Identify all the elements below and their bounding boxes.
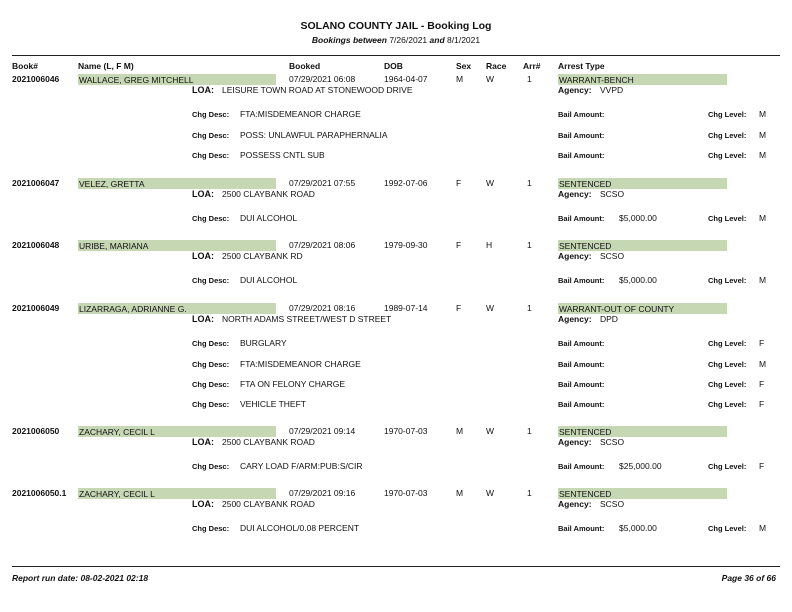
loa-label: LOA: bbox=[192, 437, 214, 447]
charge-description: POSSESS CNTL SUB bbox=[240, 150, 325, 160]
arrest-type: WARRANT-OUT OF COUNTY bbox=[558, 303, 727, 314]
arrest-number: 1 bbox=[527, 178, 532, 188]
agency-label: Agency: bbox=[558, 499, 592, 509]
charge-desc-label: Chg Desc: bbox=[192, 110, 230, 119]
charge-level-label: Chg Level: bbox=[708, 400, 747, 409]
booked-datetime: 07/29/2021 09:16 bbox=[289, 488, 356, 498]
loa-label: LOA: bbox=[192, 314, 214, 324]
booked-datetime: 07/29/2021 08:06 bbox=[289, 240, 356, 250]
charge-desc-label: Chg Desc: bbox=[192, 360, 230, 369]
charge-row bbox=[0, 150, 792, 162]
arrest-number: 1 bbox=[527, 488, 532, 498]
charge-description: FTA:MISDEMEANOR CHARGE bbox=[240, 359, 361, 369]
charge-level: F bbox=[759, 338, 765, 348]
charge-level-label: Chg Level: bbox=[708, 339, 747, 348]
bail-amount: $5,000.00 bbox=[619, 213, 657, 223]
col-header-booked: Booked bbox=[289, 61, 321, 71]
inmate-name: ZACHARY, CECIL L bbox=[78, 426, 276, 437]
inmate-name: ZACHARY, CECIL L bbox=[78, 488, 276, 499]
booked-datetime: 07/29/2021 06:08 bbox=[289, 74, 356, 84]
booked-datetime: 07/29/2021 08:16 bbox=[289, 303, 356, 313]
date-of-birth: 1992-07-06 bbox=[384, 178, 428, 188]
booking-record bbox=[0, 303, 792, 409]
bail-amount-label: Bail Amount: bbox=[558, 131, 605, 140]
charge-desc-label: Chg Desc: bbox=[192, 214, 230, 223]
charge-description: POSS: UNLAWFUL PARAPHERNALIA bbox=[240, 130, 388, 140]
inmate-name: WALLACE, GREG MITCHELL bbox=[78, 74, 276, 85]
agency: VVPD bbox=[600, 85, 624, 95]
charge-level: F bbox=[759, 379, 765, 389]
booking-record bbox=[0, 74, 792, 160]
charge-row bbox=[0, 338, 792, 350]
charge-desc-label: Chg Desc: bbox=[192, 339, 230, 348]
arrest-number: 1 bbox=[527, 303, 532, 313]
location-of-arrest: LEISURE TOWN ROAD AT STONEWOOD DRIVE bbox=[222, 85, 413, 95]
bail-amount-label: Bail Amount: bbox=[558, 360, 605, 369]
col-header-name: Name (L, F M) bbox=[78, 61, 134, 71]
date-of-birth: 1964-04-07 bbox=[384, 74, 428, 84]
charge-level: M bbox=[759, 150, 767, 160]
book-number: 2021006050 bbox=[12, 426, 60, 436]
arrest-number: 1 bbox=[527, 426, 532, 436]
sex: M bbox=[456, 488, 464, 498]
charge-row bbox=[0, 275, 792, 287]
charge-row bbox=[0, 399, 792, 411]
sex: M bbox=[456, 426, 464, 436]
location-of-arrest: 2500 CLAYBANK RD bbox=[222, 251, 303, 261]
booking-record bbox=[0, 426, 792, 486]
charge-desc-label: Chg Desc: bbox=[192, 524, 230, 533]
date-of-birth: 1970-07-03 bbox=[384, 426, 428, 436]
booked-datetime: 07/29/2021 09:14 bbox=[289, 426, 356, 436]
race: W bbox=[486, 74, 495, 84]
book-number: 2021006050.1 bbox=[12, 488, 67, 498]
charge-desc-label: Chg Desc: bbox=[192, 462, 230, 471]
date-of-birth: 1970-07-03 bbox=[384, 488, 428, 498]
bail-amount-label: Bail Amount: bbox=[558, 400, 605, 409]
agency: SCSO bbox=[600, 437, 625, 447]
location-of-arrest: 2500 CLAYBANK ROAD bbox=[222, 189, 315, 199]
bail-amount: $5,000.00 bbox=[619, 523, 657, 533]
charge-desc-label: Chg Desc: bbox=[192, 400, 230, 409]
charge-level-label: Chg Level: bbox=[708, 524, 747, 533]
race: W bbox=[486, 303, 495, 313]
bail-amount-label: Bail Amount: bbox=[558, 151, 605, 160]
booked-datetime: 07/29/2021 07:55 bbox=[289, 178, 356, 188]
charge-description: VEHICLE THEFT bbox=[240, 399, 306, 409]
book-number: 2021006046 bbox=[12, 74, 60, 84]
arrest-type: SENTENCED bbox=[558, 426, 727, 437]
charge-level: M bbox=[759, 109, 767, 119]
bail-amount-label: Bail Amount: bbox=[558, 214, 605, 223]
charge-row bbox=[0, 213, 792, 225]
charge-desc-label: Chg Desc: bbox=[192, 380, 230, 389]
agency: DPD bbox=[600, 314, 618, 324]
arrest-type: SENTENCED bbox=[558, 178, 727, 189]
charge-description: DUI ALCOHOL bbox=[240, 275, 298, 285]
arrest-type: SENTENCED bbox=[558, 488, 727, 499]
agency-label: Agency: bbox=[558, 85, 592, 95]
inmate-name: VELEZ, GRETTA bbox=[78, 178, 276, 189]
loa-label: LOA: bbox=[192, 189, 214, 199]
col-header-race: Race bbox=[486, 61, 507, 71]
charge-level-label: Chg Level: bbox=[708, 380, 747, 389]
charge-level: F bbox=[759, 461, 765, 471]
agency-label: Agency: bbox=[558, 251, 592, 261]
location-of-arrest: 2500 CLAYBANK ROAD bbox=[222, 437, 315, 447]
charge-row bbox=[0, 461, 792, 473]
charge-level: M bbox=[759, 523, 767, 533]
agency: SCSO bbox=[600, 189, 625, 199]
charge-desc-label: Chg Desc: bbox=[192, 131, 230, 140]
charge-description: BURGLARY bbox=[240, 338, 287, 348]
report-subtitle bbox=[0, 35, 792, 45]
date-of-birth: 1979-09-30 bbox=[384, 240, 428, 250]
arrest-type: WARRANT-BENCH bbox=[558, 74, 727, 85]
charge-description: DUI ALCOHOL/0.08 PERCENT bbox=[240, 523, 360, 533]
sex: F bbox=[456, 178, 462, 188]
charge-description: FTA:MISDEMEANOR CHARGE bbox=[240, 109, 361, 119]
booking-record bbox=[0, 240, 792, 300]
inmate-name: LIZARRAGA, ADRIANNE G. bbox=[78, 303, 276, 314]
charge-level: M bbox=[759, 275, 767, 285]
col-header-arrest: Arrest Type bbox=[558, 61, 605, 71]
charge-level-label: Chg Level: bbox=[708, 151, 747, 160]
race: W bbox=[486, 178, 495, 188]
race: H bbox=[486, 240, 493, 250]
end-date: 8/1/2021 bbox=[447, 35, 481, 45]
bail-amount-label: Bail Amount: bbox=[558, 110, 605, 119]
bail-amount-label: Bail Amount: bbox=[558, 524, 605, 533]
race: W bbox=[486, 488, 495, 498]
arrest-number: 1 bbox=[527, 74, 532, 84]
charge-level-label: Chg Level: bbox=[708, 131, 747, 140]
report-run-date: Report run date: 08-02-2021 02:18 bbox=[12, 573, 149, 583]
loa-label: LOA: bbox=[192, 85, 214, 95]
bail-amount: $25,000.00 bbox=[619, 461, 662, 471]
charge-description: FTA ON FELONY CHARGE bbox=[240, 379, 346, 389]
booking-record bbox=[0, 178, 792, 238]
col-header-sex: Sex bbox=[456, 61, 472, 71]
sex: M bbox=[456, 74, 464, 84]
bail-amount-label: Bail Amount: bbox=[558, 276, 605, 285]
arrest-number: 1 bbox=[527, 240, 532, 250]
charge-level: M bbox=[759, 213, 767, 223]
bail-amount-label: Bail Amount: bbox=[558, 380, 605, 389]
agency-label: Agency: bbox=[558, 437, 592, 447]
charge-row bbox=[0, 379, 792, 391]
sex: F bbox=[456, 303, 462, 313]
arrest-type: SENTENCED bbox=[558, 240, 727, 251]
report-title: SOLANO COUNTY JAIL - Booking Log bbox=[300, 20, 492, 32]
bail-amount: $5,000.00 bbox=[619, 275, 657, 285]
col-header-dob: DOB bbox=[384, 61, 403, 71]
bail-amount-label: Bail Amount: bbox=[558, 339, 605, 348]
booking-record bbox=[0, 488, 792, 548]
col-header-book: Book# bbox=[12, 61, 38, 71]
loa-label: LOA: bbox=[192, 499, 214, 509]
location-of-arrest: 2500 CLAYBANK ROAD bbox=[222, 499, 315, 509]
book-number: 2021006047 bbox=[12, 178, 60, 188]
charge-level-label: Chg Level: bbox=[708, 462, 747, 471]
inmate-name: URIBE, MARIANA bbox=[78, 240, 276, 251]
charge-desc-label: Chg Desc: bbox=[192, 276, 230, 285]
charge-level: F bbox=[759, 399, 765, 409]
agency-label: Agency: bbox=[558, 314, 592, 324]
date-of-birth: 1989-07-14 bbox=[384, 303, 428, 313]
charge-row bbox=[0, 109, 792, 121]
charge-row bbox=[0, 130, 792, 142]
agency: SCSO bbox=[600, 251, 625, 261]
charge-description: DUI ALCOHOL bbox=[240, 213, 298, 223]
subtitle-conj: and bbox=[429, 35, 445, 45]
charge-description: CARY LOAD F/ARM:PUB:S/CIR bbox=[240, 461, 363, 471]
sex: F bbox=[456, 240, 462, 250]
location-of-arrest: NORTH ADAMS STREET/WEST D STREET bbox=[222, 314, 392, 324]
header-rule bbox=[12, 55, 780, 56]
charge-level-label: Chg Level: bbox=[708, 110, 747, 119]
agency: SCSO bbox=[600, 499, 625, 509]
charge-desc-label: Chg Desc: bbox=[192, 151, 230, 160]
charge-row bbox=[0, 359, 792, 371]
start-date: 7/26/2021 bbox=[389, 35, 428, 45]
charge-level-label: Chg Level: bbox=[708, 276, 747, 285]
book-number: 2021006049 bbox=[12, 303, 60, 313]
footer-rule bbox=[12, 566, 780, 567]
charge-row bbox=[0, 523, 792, 535]
charge-level-label: Chg Level: bbox=[708, 360, 747, 369]
charge-level: M bbox=[759, 130, 767, 140]
page-number: Page 36 of 66 bbox=[721, 573, 776, 583]
agency-label: Agency: bbox=[558, 189, 592, 199]
charge-level-label: Chg Level: bbox=[708, 214, 747, 223]
bail-amount-label: Bail Amount: bbox=[558, 462, 605, 471]
loa-label: LOA: bbox=[192, 251, 214, 261]
subtitle-prefix: Bookings between bbox=[311, 35, 387, 45]
col-header-arr: Arr# bbox=[523, 61, 541, 71]
book-number: 2021006048 bbox=[12, 240, 60, 250]
charge-level: M bbox=[759, 359, 767, 369]
race: W bbox=[486, 426, 495, 436]
